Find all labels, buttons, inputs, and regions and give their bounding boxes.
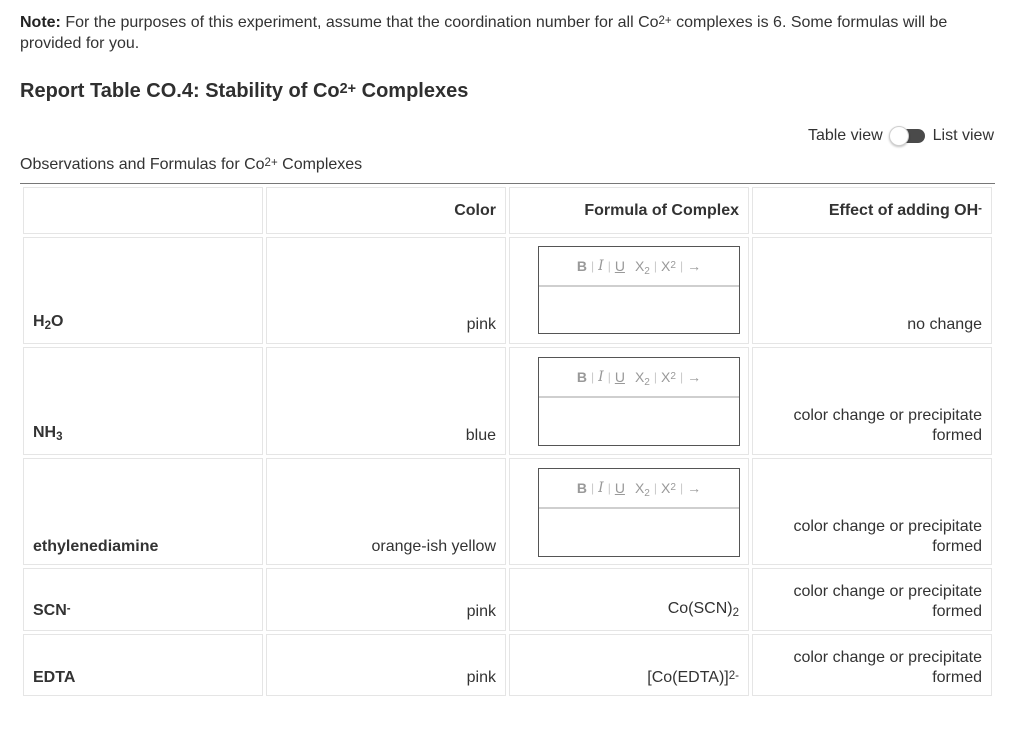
- bold-button[interactable]: B: [576, 480, 588, 496]
- formula-cell: [509, 634, 749, 696]
- editor-toolbar: B | I | U $X_2$ | $X^2$ | →: [539, 247, 739, 287]
- header-cell-formula: Formula of Complex: [509, 187, 749, 234]
- underline-button[interactable]: U: [614, 369, 625, 385]
- formula-editor: [538, 468, 740, 557]
- effect-cell: [752, 568, 992, 631]
- effect-value: color change or precipitate formed: [793, 649, 982, 686]
- color-cell: [266, 347, 506, 455]
- formula-editor: [538, 357, 740, 446]
- italic-button[interactable]: I: [598, 480, 604, 496]
- report-title: Report Table CO.4: Stability of $Co^{2+}$ Complexes: [20, 80, 469, 102]
- note-ion-charge: 2+: [658, 14, 672, 27]
- view-toggle: [808, 126, 994, 146]
- ligand-cell-nh3: [23, 347, 263, 455]
- header-cell-ligand: [23, 187, 263, 234]
- toggle-knob: [889, 126, 909, 146]
- bold-button[interactable]: B: [576, 369, 588, 385]
- effect-cell: [752, 458, 992, 565]
- color-cell: [266, 458, 506, 565]
- ligand-cell-scn: [23, 568, 263, 631]
- formula-input[interactable]: [539, 287, 739, 333]
- arrow-button[interactable]: →: [687, 480, 702, 496]
- color-cell: [266, 237, 506, 344]
- color-cell: [266, 568, 506, 631]
- formula-cell: [509, 237, 749, 344]
- subscript-button[interactable]: $X_2$: [634, 258, 650, 277]
- italic-button[interactable]: I: [598, 369, 604, 385]
- underline-button[interactable]: U: [614, 480, 625, 496]
- header-cell-color: Color: [266, 187, 506, 234]
- ligand-label: EDTA: [33, 669, 76, 686]
- formula-input[interactable]: [539, 398, 739, 444]
- underline-button[interactable]: U: [614, 258, 625, 274]
- color-value: pink: [466, 603, 496, 620]
- note-text-end: complexes is 6. Some formulas will be provided for you.: [20, 14, 948, 52]
- color-value: pink: [466, 669, 496, 686]
- caption-divider: [20, 183, 995, 184]
- effect-value: no change: [907, 316, 982, 333]
- formula-cell: [509, 458, 749, 565]
- superscript-button[interactable]: $X^2$: [661, 480, 676, 496]
- formula-cell: [509, 568, 749, 631]
- color-value: pink: [466, 316, 496, 333]
- superscript-button[interactable]: $X^2$: [661, 258, 676, 274]
- formula-value: $Co(SCN)_2$: [667, 600, 739, 619]
- arrow-button[interactable]: →: [687, 258, 702, 274]
- italic-button[interactable]: I: [598, 258, 604, 274]
- editor-toolbar: B | I | U $X_2$ | $X^2$ | →: [539, 358, 739, 398]
- effect-cell: [752, 634, 992, 696]
- ligand-label: SCN-: [33, 602, 71, 619]
- subscript-button[interactable]: $X_2$: [634, 369, 650, 388]
- bold-button[interactable]: B: [576, 258, 588, 274]
- ligand-label: $NH_3$: [33, 424, 63, 443]
- formula-editor: [538, 246, 740, 334]
- editor-toolbar: B | I | U $X_2$ | $X^2$ | →: [539, 469, 739, 509]
- table-caption: Observations and Formulas for $Co^{2+}$ Complexes: [20, 156, 363, 173]
- note-text-start: For the purposes of this experiment, assume that the coordination number for all Co: [60, 14, 659, 31]
- list-view-label[interactable]: List view: [932, 127, 994, 144]
- ligand-label: ethylenediamine: [33, 538, 159, 555]
- ligand-cell-edta: [23, 634, 263, 696]
- ligand-cell-h2o: [23, 237, 263, 344]
- color-value: blue: [465, 427, 496, 444]
- effect-value: color change or precipitate formed: [793, 518, 982, 555]
- header-cell-effect: Effect of adding OH-: [752, 187, 992, 234]
- ligand-label: $H_2O$: [33, 313, 64, 332]
- formula-input[interactable]: [539, 509, 739, 555]
- effect-value: color change or precipitate formed: [793, 583, 982, 620]
- table-view-label[interactable]: Table view: [807, 127, 883, 144]
- effect-cell: [752, 347, 992, 455]
- effect-cell: [752, 237, 992, 344]
- arrow-button[interactable]: →: [687, 369, 702, 385]
- ligand-cell-ethylenediamine: [23, 458, 263, 565]
- color-value: orange-ish yellow: [371, 538, 496, 555]
- view-toggle-switch[interactable]: [889, 126, 927, 146]
- title-ion-charge: 2+: [339, 80, 357, 97]
- experiment-note: [20, 12, 995, 54]
- note-label: Note:: [20, 14, 61, 31]
- color-cell: [266, 634, 506, 696]
- formula-cell: [509, 347, 749, 455]
- superscript-button[interactable]: $X^2$: [661, 369, 676, 385]
- subscript-button[interactable]: $X_2$: [634, 480, 650, 499]
- effect-value: color change or precipitate formed: [793, 407, 982, 444]
- formula-value: [Co(EDTA)]$^{2-}$: [647, 669, 739, 686]
